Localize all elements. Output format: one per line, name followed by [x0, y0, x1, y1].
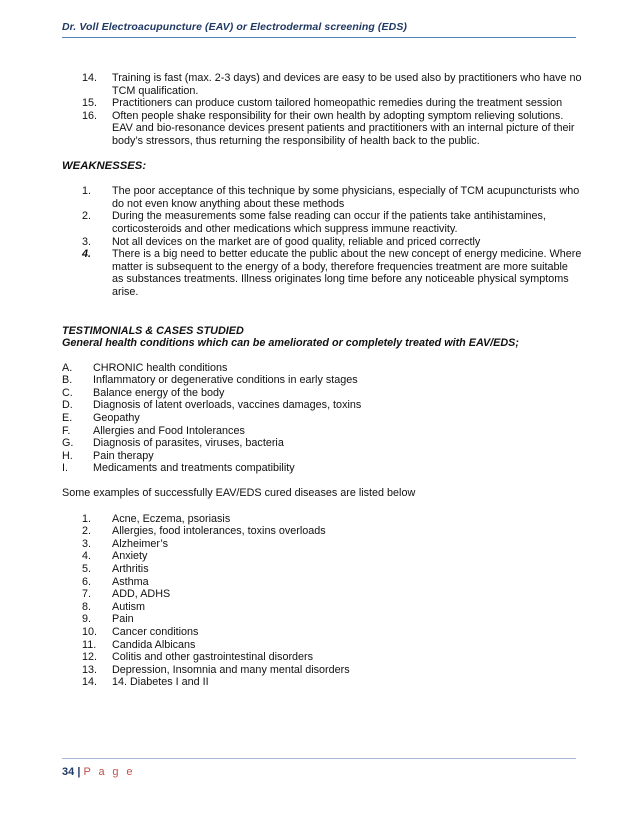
- list-number: 8.: [82, 600, 92, 613]
- weaknesses-list: [62, 185, 582, 298]
- list-item: [82, 664, 582, 677]
- list-text: During the measurements some false reading can occur if the patients take antihistamines, corticosteroids and other medications which suppress immune reactivity.: [112, 210, 546, 235]
- list-text: Anxiety: [112, 550, 148, 563]
- list-letter: E.: [62, 412, 73, 425]
- list-letter: A.: [62, 361, 73, 374]
- list-text: Diagnosis of latent overloads, vaccines damages, toxins: [93, 399, 362, 412]
- list-number: 5.: [82, 563, 92, 575]
- list-item: [82, 651, 582, 664]
- list-number: 1.: [82, 185, 92, 198]
- list-text: Practitioners can produce custom tailored homeopathic remedies during the treatment session: [112, 97, 563, 110]
- list-number: 11.: [82, 638, 97, 651]
- list-item: [62, 437, 582, 450]
- list-text: There is a big need to better educate the public about the new concept of energy medicine. Where matter is subsequent to the energy of a body, therefore frequencies treatment are more suitable as substances treatments. Illness originates long time before any noticeable physical symptoms arise.: [112, 248, 582, 298]
- list-text: Depression, Insomnia and many mental disorders: [112, 663, 350, 676]
- list-item: [82, 538, 582, 551]
- examples-list: [62, 513, 582, 689]
- list-item: [82, 236, 582, 249]
- list-number: 14.: [82, 676, 98, 689]
- list-text: Colitis and other gastrointestinal disorders: [112, 651, 314, 664]
- page-body: [62, 72, 582, 689]
- list-text: Pain therapy: [93, 449, 154, 462]
- list-item: [82, 72, 582, 97]
- list-item: [62, 462, 582, 475]
- list-text: ADD, ADHS: [112, 588, 171, 601]
- page-number: 34: [62, 766, 75, 778]
- list-item: [62, 387, 582, 400]
- list-text: Allergies, food intolerances, toxins overloads: [112, 525, 326, 538]
- list-number: 4.: [82, 550, 92, 563]
- list-number: 12.: [82, 651, 98, 664]
- page-label: P a g e: [83, 766, 135, 778]
- list-item: [82, 639, 582, 652]
- header-divider: [62, 37, 576, 38]
- list-number: 4.: [82, 248, 92, 261]
- list-text: Inflammatory or degenerative conditions in early stages: [93, 374, 358, 387]
- list-text: Alzheimer’s: [112, 537, 169, 550]
- list-number: 13.: [82, 663, 98, 676]
- list-text: Allergies and Food Intolerances: [93, 424, 245, 437]
- list-letter: F.: [62, 424, 71, 437]
- list-item: [82, 210, 582, 235]
- list-text: Diagnosis of parasites, viruses, bacteria: [93, 437, 284, 450]
- list-number: 16.: [82, 109, 98, 122]
- list-letter: G.: [62, 437, 74, 450]
- list-item: [82, 248, 582, 298]
- list-letter: D.: [62, 399, 73, 412]
- list-text: Balance energy of the body: [93, 386, 225, 399]
- list-number: 3.: [82, 537, 92, 550]
- list-text: Autism: [112, 600, 145, 613]
- list-text: Training is fast (max. 2-3 days) and devices are easy to be used also by practitioners who have no TCM qualification.: [112, 72, 582, 97]
- list-item: [82, 576, 582, 589]
- conditions-list: [62, 362, 582, 475]
- list-text: The poor acceptance of this technique by some physicians, especially of TCM acupuncturists who do not even know anything about these methods: [112, 185, 580, 210]
- list-item: [82, 588, 582, 601]
- list-text: Candida Albicans: [112, 638, 196, 651]
- list-number: 14.: [82, 72, 98, 84]
- list-number: 1.: [82, 512, 92, 525]
- list-text: Not all devices on the market are of good quality, reliable and priced correctly: [112, 235, 481, 248]
- list-number: 6.: [82, 575, 92, 588]
- footer-divider: [62, 758, 576, 759]
- list-item: [62, 399, 582, 412]
- list-item: [82, 525, 582, 538]
- testimonials-heading: TESTIMONIALS & CASES STUDIED: [62, 324, 244, 337]
- list-item: [62, 450, 582, 463]
- list-item: [82, 513, 582, 526]
- list-number: 7.: [82, 588, 92, 601]
- list-number: 10.: [82, 625, 98, 638]
- list-item: [62, 412, 582, 425]
- list-text: Asthma: [112, 575, 149, 588]
- list-text: CHRONIC health conditions: [93, 361, 228, 374]
- list-text: Cancer conditions: [112, 625, 199, 638]
- list-item: [82, 185, 582, 210]
- list-text: Often people shake responsibility for their own health by adopting symptom relieving solutions. EAV and bio-resonance devices present patients and practitioners with an internal picture of their body’s stressors, thus returning the responsibility of health back to the public.: [112, 109, 575, 147]
- list-letter: C.: [62, 386, 73, 399]
- list-item: [82, 563, 582, 576]
- list-text: Geopathy: [93, 412, 140, 425]
- list-item: [62, 374, 582, 387]
- list-text: Pain: [112, 613, 134, 626]
- list-item: [82, 550, 582, 563]
- list-text: 14. Diabetes I and II: [112, 676, 209, 689]
- examples-intro: Some examples of successfully EAV/EDS cured diseases are listed below: [62, 487, 416, 500]
- list-item: [82, 601, 582, 614]
- list-item: [82, 97, 582, 110]
- testimonials-subheading: General health conditions which can be ameliorated or completely treated with EAV/EDS;: [62, 337, 519, 350]
- list-number: 2.: [82, 210, 92, 223]
- list-item: [82, 613, 582, 626]
- list-item: [82, 626, 582, 639]
- list-text: Acne, Eczema, psoriasis: [112, 512, 231, 525]
- running-header: Dr. Voll Electroacupuncture (EAV) or Electrodermal screening (EDS): [62, 21, 408, 33]
- footer-separator: |: [77, 766, 81, 778]
- list-text: Arthritis: [112, 563, 149, 575]
- list-item: [82, 676, 582, 689]
- list-item: [62, 425, 582, 438]
- list-item: [82, 110, 582, 148]
- list-number: 15.: [82, 97, 98, 110]
- strengths-list-continued: [62, 72, 582, 148]
- list-letter: B.: [62, 374, 73, 387]
- list-item: [62, 362, 582, 375]
- list-number: 9.: [82, 613, 92, 626]
- list-letter: I.: [62, 462, 68, 475]
- list-number: 2.: [82, 525, 92, 538]
- page-footer: [62, 766, 135, 778]
- list-number: 3.: [82, 235, 92, 248]
- weaknesses-heading: WEAKNESSES:: [62, 159, 147, 172]
- list-text: Medicaments and treatments compatibility: [93, 462, 295, 475]
- list-letter: H.: [62, 449, 73, 462]
